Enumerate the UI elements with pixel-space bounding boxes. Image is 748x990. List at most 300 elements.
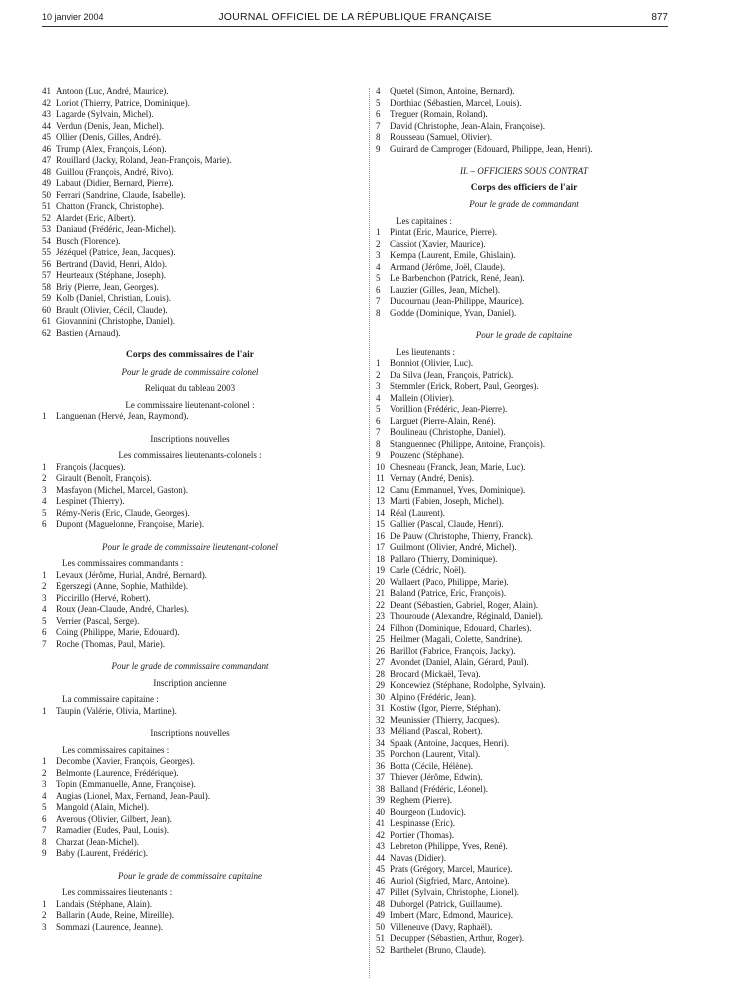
list-item [376,795,672,807]
item-name: Rémy-Neris (Eric, Claude, Georges). [56,507,190,518]
item-name: Spaak (Antoine, Jacques, Henri). [390,737,509,748]
rank-label: Les lieutenants : [396,346,455,357]
list-item [42,848,338,860]
list-item [42,627,338,639]
list-item [42,485,338,497]
item-number: 62 [42,327,51,338]
item-name: Méliand (Pascal, Robert). [390,726,483,736]
list-item [376,784,672,796]
item-number: 3 [42,921,47,932]
list-item [376,738,672,750]
item-number: 3 [42,779,47,789]
item-name: Heilmer (Magali, Colette, Sandrine). [390,634,523,644]
list-item [42,293,338,305]
list-item [42,270,338,282]
list-item [376,680,672,692]
item-number: 2 [376,238,381,249]
list-item [376,98,672,110]
list-item [42,86,338,98]
item-number: 4 [42,604,47,614]
item-name: Lauzier (Gilles, Jean, Michel). [390,284,500,295]
item-name: Alpino (Frédéric, Jean). [390,691,476,702]
rank-label: Le commissaire lieutenant-colonel : [125,399,255,410]
item-name: Ducournau (Jean-Philippe, Maurice). [390,296,524,306]
list-item [376,634,672,646]
item-number: 45 [376,864,385,874]
list-item [376,531,672,543]
item-number: 1 [42,569,47,580]
list-item [42,768,338,780]
item-name: Le Barbenchon (Patrick, René, Jean). [390,273,525,283]
item-number: 4 [376,86,381,96]
item-number: 58 [42,281,51,292]
item-name: Bonniot (Olivier, Luc). [390,358,474,368]
list-item [42,593,338,605]
item-number: 36 [376,760,385,771]
list-item [376,692,672,704]
item-number: 44 [376,852,385,863]
list-item [376,818,672,830]
item-name: Filhon (Dominique, Edouard, Charles). [390,622,532,633]
item-name: Meunissier (Thierry, Jacques). [390,714,500,725]
list-item [42,639,338,651]
list-item [42,224,338,236]
list-item [42,837,338,849]
item-number: 1 [42,705,47,716]
list-item [42,616,338,628]
item-number: 4 [376,392,381,403]
item-number: 35 [376,749,385,759]
rank-label: Les commissaires lieutenants : [62,887,173,897]
list-item [42,756,338,768]
item-number: 5 [42,507,47,518]
list-item [376,86,672,98]
item-name: Verrier (Pascal, Serge). [56,615,140,626]
item-number: 43 [376,841,385,851]
item-number: 2 [376,369,381,380]
item-number: 37 [376,772,385,782]
list-item [376,109,672,121]
item-number: 2 [42,767,47,778]
item-number: 54 [42,235,51,246]
item-number: 8 [376,132,381,142]
item-number: 25 [376,634,385,644]
item-number: 50 [42,189,51,200]
item-name: Rousseau (Samuel, Olivier). [390,132,492,142]
item-name: Da Silva (Jean, François, Patrick). [390,369,514,380]
item-number: 22 [376,599,385,610]
item-number: 4 [376,261,381,272]
item-name: Guilmont (Olivier, André, Michel). [390,542,517,552]
item-number: 5 [42,802,47,812]
list-item [376,308,672,320]
list-item [376,749,672,761]
item-name: Chatton (Franck, Christophe). [56,201,164,211]
item-number: 1 [376,227,381,237]
item-name: Bastien (Arnaud). [56,327,121,338]
item-number: 4 [42,790,47,801]
item-name: Koncewiez (Stéphane, Rodolphe, Sylvain). [390,680,546,690]
grade-heading: Pour le grade de capitaine [475,330,573,340]
item-name: Labaut (Didier, Bernard, Pierre). [56,178,174,188]
item-name: Piccirillo (Hervé, Robert). [56,592,151,603]
item-name: Godde (Dominique, Yvan, Daniel). [390,307,517,318]
item-name: Brault (Olivier, Cécil, Claude). [56,304,168,315]
item-name: Masfayon (Michel, Marcel, Gaston). [56,484,188,495]
list-item [376,841,672,853]
item-number: 26 [376,645,385,656]
list-item [376,132,672,144]
list-item [376,273,672,285]
item-number: 18 [376,553,385,564]
item-name: Porchon (Laurent, Vital). [390,749,481,759]
item-number: 3 [42,592,47,603]
grade-heading: Pour le grade de commissaire lieutenant-colonel [102,541,278,552]
list-item [376,519,672,531]
item-number: 59 [42,293,51,303]
list-item [376,508,672,520]
item-number: 13 [376,496,385,506]
item-name: Ramadier (Eudes, Paul, Louis). [56,825,169,835]
item-number: 46 [376,875,385,886]
item-name: Taupin (Valérie, Olivia, Martine). [56,705,177,716]
right-column [376,86,672,956]
item-name: Ollier (Denis, Gilles, André). [56,132,161,142]
item-number: 38 [376,783,385,794]
left-column [42,86,338,933]
item-name: Thouroude (Alexandre, Réginald, Daniel). [390,611,543,621]
item-number: 6 [376,109,381,119]
item-number: 11 [376,473,385,483]
list-item [42,98,338,110]
page-header [42,8,668,28]
item-number: 1 [42,411,47,421]
item-name: Deant (Sébastien, Gabriel, Roger, Alain). [390,599,539,610]
item-name: Balland (Frédéric, Léonel). [390,783,488,794]
item-number: 9 [376,143,381,154]
list-item [42,109,338,121]
list-item [42,328,338,340]
list-item [42,496,338,508]
section-heading: Corps des officiers de l'air [470,182,578,193]
item-number: 49 [376,910,385,920]
item-name: Lespinet (Thierry). [56,496,125,506]
item-number: 56 [42,258,51,269]
item-number: 6 [42,519,47,529]
list-item [42,316,338,328]
list-item [376,899,672,911]
list-lt-colonels [42,462,338,531]
item-name: Mallein (Olivier). [390,392,454,403]
list-item [42,802,338,814]
list-item [42,791,338,803]
item-name: Kempa (Laurent, Emile, Ghislain). [390,250,516,260]
item-name: Stanguennec (Philippe, Antoine, François). [390,438,545,449]
list-item [376,427,672,439]
journal-title: JOURNAL OFFICIEL DE LA RÉPUBLIQUE FRANÇAISE [218,11,492,23]
item-number: 30 [376,691,385,702]
list-item [376,554,672,566]
item-name: Canu (Emmanuel, Yves, Dominique). [390,484,526,495]
list-item [42,706,338,718]
item-number: 34 [376,737,385,748]
list-item [376,761,672,773]
item-number: 17 [376,542,385,552]
item-name: Treguer (Romain, Roland). [390,109,488,119]
list-item [376,250,672,262]
subheading: Inscription ancienne [153,677,227,688]
list-item [42,155,338,167]
item-name: Villeneuve (Davy, Raphaël). [390,921,493,932]
list-item [42,132,338,144]
item-number: 45 [42,132,51,142]
item-name: Coing (Philippe, Marie, Edouard). [56,627,180,637]
item-name: Guirard de Camproger (Edouard, Philippe, Jean, Henri). [390,143,593,154]
item-name: Botta (Cécile, Hélène). [390,760,473,771]
section-heading: Corps des commissaires de l'air [125,350,255,360]
subheading: Inscriptions nouvelles [150,728,230,738]
item-number: 3 [376,250,381,260]
item-name: Pillet (Sylvain, Christophe, Lionel). [390,887,519,897]
list-capitaine [42,706,338,718]
list-item [376,239,672,251]
item-name: Wallaert (Paco, Philippe, Marie). [390,576,509,587]
item-number: 5 [376,273,381,283]
list-capitaines [42,756,338,860]
list-item [42,814,338,826]
list-item [376,381,672,393]
list-item [376,876,672,888]
item-name: Barthelet (Bruno, Claude). [390,944,486,955]
list-item [376,853,672,865]
item-name: Auriol (Sigfried, Marc, Antoine). [390,875,510,886]
item-name: Belmonte (Laurence, Frédérique). [56,767,179,778]
list-item [42,282,338,294]
item-name: Lespinasse (Eric). [390,818,455,828]
list-item [42,178,338,190]
subheading: Inscriptions nouvelles [150,433,230,444]
item-name: Lebreton (Philippe, Yves, René). [390,841,508,851]
item-name: Stemmler (Erick, Robert, Paul, Georges). [390,381,539,391]
list-item [42,305,338,317]
item-number: 8 [376,307,381,318]
item-number: 57 [42,270,51,280]
item-number: 21 [376,588,385,598]
list-item [376,404,672,416]
list-air-officers-cont [42,86,338,339]
item-number: 3 [376,381,381,391]
list-item [376,807,672,819]
list-item [376,772,672,784]
list-item [376,565,672,577]
item-name: Baland (Patrice, Eric, François). [390,588,506,598]
item-number: 29 [376,680,385,690]
grade-heading: Pour le grade de commissaire capitaine [118,870,262,881]
item-number: 7 [376,427,381,437]
item-name: Kostiw (Igor, Pierre, Stéphan). [390,703,501,713]
item-number: 23 [376,611,385,621]
item-name: Prats (Grégory, Marcel, Maurice). [390,864,513,874]
item-number: 6 [42,627,47,637]
item-number: 1 [42,461,47,472]
header-rule [42,26,668,27]
item-number: 16 [376,530,385,541]
item-name: Verdun (Denis, Jean, Michel). [56,120,164,131]
list-item [376,473,672,485]
item-name: Gallier (Pascal, Claude, Henri). [390,519,504,529]
item-number: 7 [42,638,47,649]
item-name: David (Christophe, Jean-Alain, Françoise). [390,120,545,131]
item-name: Roche (Thomas, Paul, Marie). [56,638,165,649]
item-number: 43 [42,109,51,119]
item-number: 1 [376,358,381,368]
item-name: Briy (Pierre, Jean, Georges). [56,281,159,292]
list-item [376,416,672,428]
item-number: 8 [376,438,381,449]
item-number: 15 [376,519,385,529]
item-name: Imbert (Marc, Edmond, Maurice). [390,910,513,920]
item-name: Réal (Laurent). [390,507,445,518]
item-name: Egerszegi (Anne, Sophie, Mathilde). [56,581,188,591]
item-name: Rouillard (Jacky, Roland, Jean-François, Marie). [56,155,232,165]
list-commandants [42,570,338,651]
item-name: Thiever (Jérôme, Edwin). [390,772,483,782]
item-number: 4 [42,496,47,506]
item-name: Dupont (Maguelonne, Françoise, Marie). [56,519,204,529]
rank-label: Les commissaires lieutenants-colonels : [118,450,262,460]
item-number: 7 [376,296,381,306]
list-item [376,945,672,957]
item-number: 2 [42,473,47,483]
item-number: 5 [376,404,381,414]
rank-label: La commissaire capitaine : [62,694,159,704]
item-name: Larguet (Pierre-Alain, René). [390,415,496,426]
list-item [376,726,672,738]
item-number: 42 [376,829,385,840]
item-name: Antoon (Luc, André, Maurice). [56,86,169,96]
list-item [42,910,338,922]
item-name: Vorillion (Frédéric, Jean-Pierre). [390,404,508,414]
item-number: 40 [376,806,385,817]
item-name: Bertrand (David, Henri, Aldo). [56,258,167,269]
item-name: Languenan (Hervé, Jean, Raymond). [56,411,189,421]
item-name: Ferrari (Sandrine, Claude, Isabelle). [56,189,186,200]
item-name: Dorthiac (Sébastien, Marcel, Louis). [390,97,522,108]
item-name: Averous (Olivier, Gilbert, Jean). [56,813,172,824]
item-name: Trump (Alex, François, Léon). [56,143,167,154]
list-item [42,247,338,259]
item-number: 47 [42,155,51,165]
item-name: Daniaud (Frédéric, Jean-Michel). [56,224,176,234]
list-item [42,144,338,156]
item-name: De Pauw (Christophe, Thierry, Franck). [390,530,533,541]
item-number: 50 [376,921,385,932]
item-name: Pouzenc (Stéphane). [390,450,464,460]
list-item [376,439,672,451]
list-item [42,201,338,213]
item-number: 2 [42,581,47,591]
item-name: Duborgel (Patrick, Guillaume). [390,898,503,909]
item-number: 61 [42,316,51,326]
list-lieutenants [42,899,338,934]
item-number: 51 [42,201,51,211]
item-name: Landais (Stéphane, Alain). [56,898,152,909]
item-number: 47 [376,887,385,897]
item-number: 10 [376,461,385,472]
item-name: Bourgeon (Ludovic). [390,806,466,817]
list-item [376,600,672,612]
item-number: 8 [42,836,47,847]
list-item [376,887,672,899]
page-number: 877 [651,12,668,23]
list-item [42,581,338,593]
item-name: Portier (Thomas). [390,829,454,840]
item-name: Roux (Jean-Claude, André, Charles). [56,604,189,614]
item-name: Girault (Benoît, François). [56,473,152,483]
item-name: Alardet (Eric, Albert). [56,212,136,223]
item-name: Loriot (Thierry, Patrice, Dominique). [56,97,190,108]
list-item [376,669,672,681]
item-number: 49 [42,178,51,188]
item-number: 24 [376,622,385,633]
list-item [376,910,672,922]
item-number: 1 [42,756,47,766]
grade-heading: Pour le grade de commissaire colonel [121,366,259,377]
item-name: Carle (Cédric, Noël). [390,565,466,575]
list-lieutenants-oc [376,358,672,956]
list-item [376,657,672,669]
item-number: 41 [42,86,51,96]
list-item [42,570,338,582]
item-number: 41 [376,818,385,828]
column-divider [369,88,370,978]
item-number: 55 [42,247,51,257]
item-name: Pallaro (Thierry, Dominique). [390,553,498,564]
list-item [376,922,672,934]
list-item [42,190,338,202]
item-name: Giovannini (Christophe, Daniel). [56,316,175,326]
item-number: 7 [42,825,47,835]
item-name: Armand (Jérôme, Joël, Claude). [390,261,505,272]
list-item [42,899,338,911]
list-item [376,450,672,462]
list-item [42,462,338,474]
list-lieutenants-cont [376,86,672,155]
list-item [42,604,338,616]
item-number: 44 [42,120,51,131]
list-item [376,703,672,715]
item-number: 48 [376,898,385,909]
list-item [376,611,672,623]
item-number: 9 [376,450,381,460]
list-item [42,236,338,248]
list-item [376,393,672,405]
item-number: 48 [42,166,51,177]
item-name: Avondet (Daniel, Alain, Gérard, Paul). [390,657,529,667]
list-item [42,519,338,531]
list-item [376,485,672,497]
item-name: Heurteaux (Stéphane, Joseph). [56,270,166,280]
item-number: 60 [42,304,51,315]
list-item [42,259,338,271]
item-name: Vernay (André, Denis). [390,473,474,483]
item-name: Kolb (Daniel, Christian, Louis). [56,293,171,303]
list-item [376,296,672,308]
subheading: Reliquat du tableau 2003 [144,383,236,393]
item-name: Baby (Laurent, Frédéric). [56,848,148,858]
list-item [376,933,672,945]
list-item [42,922,338,934]
